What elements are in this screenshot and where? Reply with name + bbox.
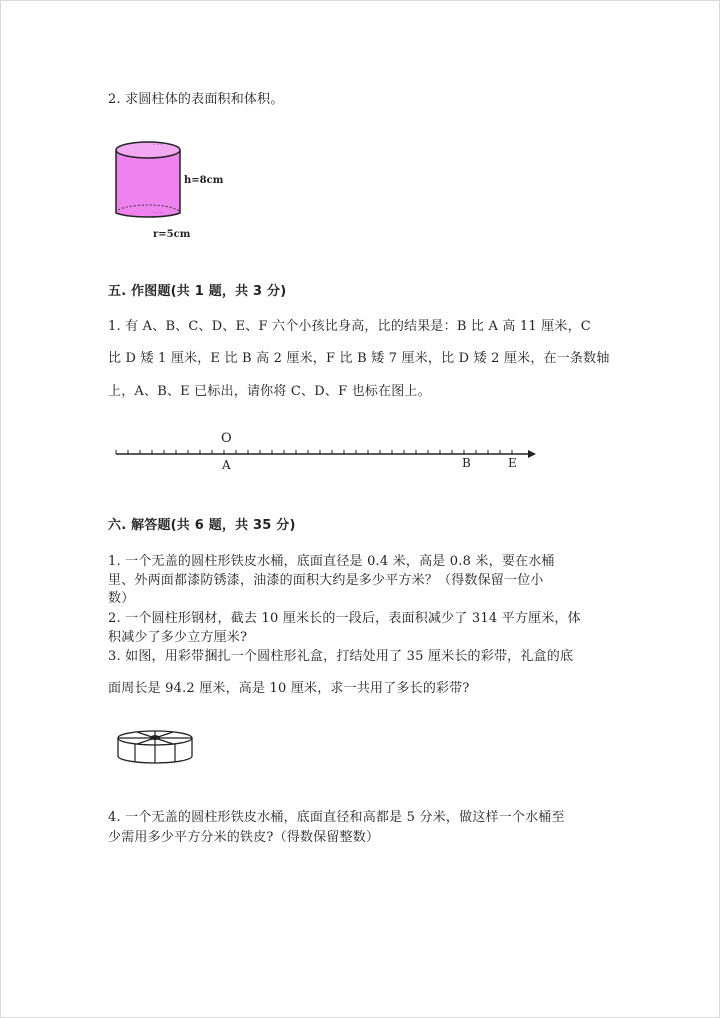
s5-q1-line-2: 比 D 矮 1 厘米，E 比 B 高 2 厘米，F 比 B 矮 7 厘米，比 D 矮 2 厘米，在一条数轴: [108, 351, 610, 366]
s6-q1-line-1: 1. 一个无盖的圆柱形铁皮水桶，底面直径是 0.4 米，高是 0.8 米，要在水桶: [108, 554, 555, 569]
cylinder-figure: [108, 135, 228, 245]
s6-q4-line-1: 4. 一个无盖的圆柱形铁皮水桶，底面直径和高都是 5 分米，做这样一个水桶至: [108, 810, 565, 825]
svg-text:· · ·: · · ·: [153, 142, 163, 149]
question-2-title: 2. 求圆柱体的表面积和体积。: [108, 92, 284, 107]
s5-q1-line-1: 1. 有 A、B、C、D、E、F 六个小孩比身高，比的结果是：B 比 A 高 11 厘米，C: [108, 319, 591, 334]
point-e-label: E: [508, 456, 517, 470]
gift-box-drawing: [115, 728, 195, 766]
s6-q2-line-2: 积减少了多少立方厘米?: [108, 630, 248, 645]
s6-q1-line-2: 里、外两面都漆防锈漆，油漆的面积大约是多少平方米？（得数保留一位小: [108, 573, 544, 588]
s6-q3-line-1: 3. 如图，用彩带捆扎一个圆柱形礼盒，打结处用了 35 厘米长的彩带，礼盒的底: [108, 649, 574, 664]
number-line: [108, 428, 548, 478]
s6-q2-line-1: 2. 一个圆柱形钢材，截去 10 厘米长的一段后，表面积减少了 314 平方厘米，体: [108, 611, 581, 626]
height-label: h=8cm: [184, 175, 224, 186]
s6-q4-line-2: 少需用多少平方分米的铁皮?（得数保留整数）: [108, 830, 380, 845]
gift-box-figure: [115, 728, 195, 766]
point-b-label: B: [462, 456, 471, 470]
section-5-heading: 五. 作图题(共 1 题，共 3 分): [108, 284, 287, 299]
cylinder-top: [116, 142, 180, 158]
s5-q1-line-3: 上，A、B、E 已标出，请你将 C、D、F 也标在图上。: [108, 384, 431, 399]
s6-q1-line-3: 数）: [108, 591, 135, 606]
origin-label: O: [221, 431, 232, 446]
radius-label: r=5cm: [153, 229, 191, 240]
section-6-heading: 六. 解答题(共 6 题，共 35 分): [108, 518, 296, 533]
number-line-figure: [108, 428, 548, 478]
point-a-label: A: [222, 458, 231, 472]
s6-q3-line-2: 面周长是 94.2 厘米，高是 10 厘米，求一共用了多长的彩带?: [108, 681, 470, 696]
svg-text:· · ·: · · ·: [153, 210, 163, 217]
